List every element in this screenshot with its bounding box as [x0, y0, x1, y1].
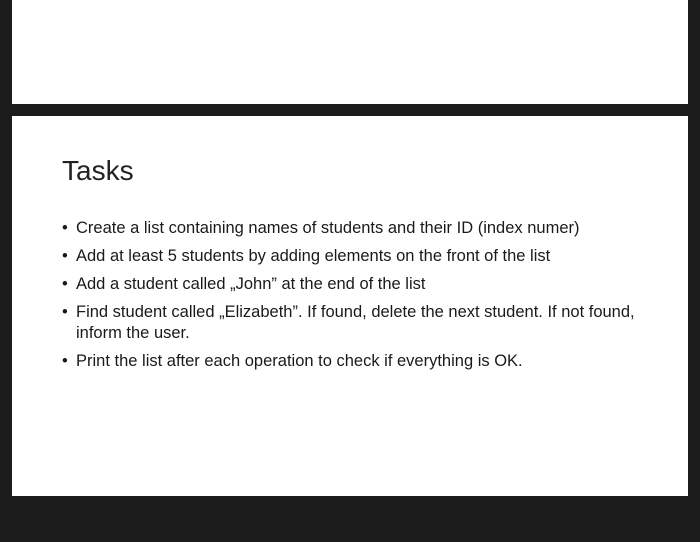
list-item: [62, 351, 662, 372]
bullet-icon: •: [62, 275, 68, 293]
list-item-text: Add at least 5 students by adding elements on the front of the list: [76, 247, 551, 265]
slide: [12, 116, 688, 496]
bullet-icon: •: [62, 352, 68, 370]
list-item-text: Add a student called „John” at the end of the list: [76, 275, 426, 293]
list-item: [62, 274, 662, 295]
bullet-icon: •: [62, 219, 68, 237]
list-item-text: Find student called „Elizabeth”. If found, delete the next student. If not found, inform the user.: [76, 303, 635, 342]
list-item: [62, 246, 662, 267]
list-item: [62, 302, 662, 344]
list-item-text: Create a list containing names of students and their ID (index numer): [76, 219, 580, 237]
bullet-icon: •: [62, 303, 68, 321]
task-list: [62, 218, 662, 379]
slide-title: Tasks: [62, 155, 134, 186]
previous-slide: [12, 0, 688, 104]
bullet-icon: •: [62, 247, 68, 265]
list-item-text: Print the list after each operation to check if everything is OK.: [76, 352, 523, 370]
list-item: [62, 218, 662, 239]
